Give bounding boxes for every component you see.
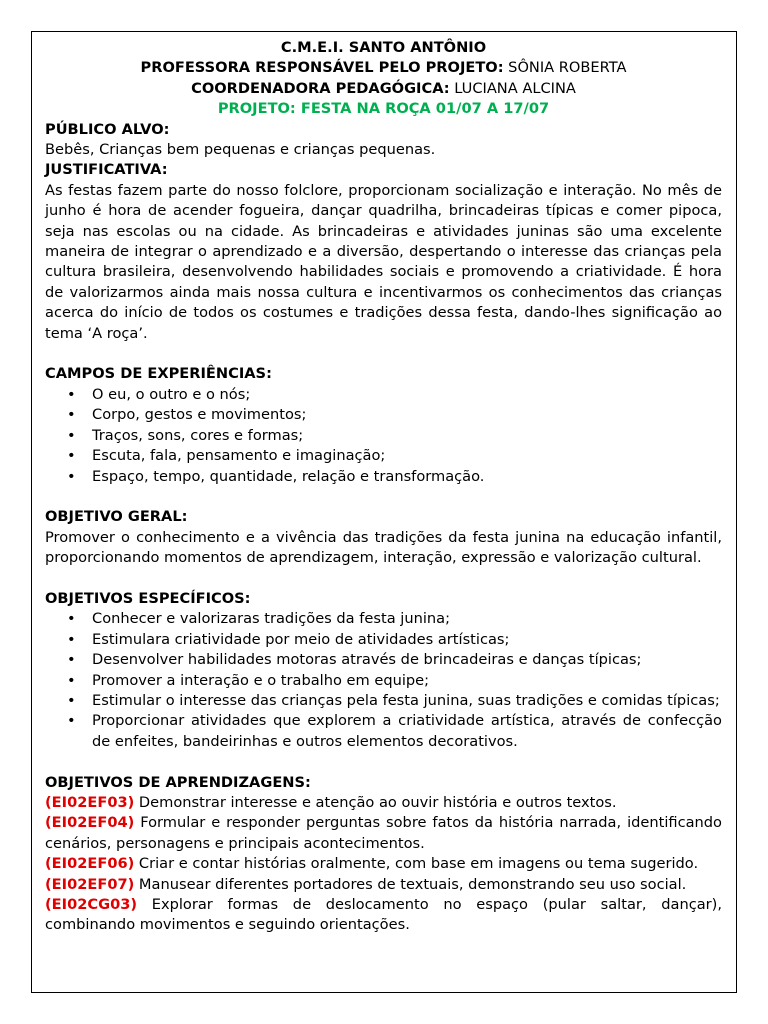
list-item-text: Espaço, tempo, quantidade, relação e transformação. <box>92 467 485 485</box>
aprendizagem-text: Manusear diferentes portadores de textuais, demonstrando seu uso social. <box>134 875 687 893</box>
coordinator-line <box>45 79 722 99</box>
bullet-icon: • <box>67 712 76 730</box>
bullet-icon: • <box>67 651 76 669</box>
bncc-code: (EI02CG03) <box>45 896 138 913</box>
bullet-icon: • <box>67 426 76 444</box>
objetivo-geral-heading: OBJETIVO GERAL: <box>45 508 188 526</box>
aprendizagens-heading: OBJETIVOS DE APRENDIZAGENS: <box>45 773 311 791</box>
list-item-text: Conhecer e valorizaras tradições da festa junina; <box>92 610 451 628</box>
campos-list <box>45 385 722 487</box>
aprendizagem-item <box>45 793 722 813</box>
aprendizagem-item <box>45 813 722 854</box>
list-item <box>45 385 722 405</box>
aprendizagem-text: Formular e responder perguntas sobre fatos da história narrada, identificando cenários, personagens e principais acontecimentos. <box>45 814 722 852</box>
teacher-line <box>45 58 722 78</box>
list-item-text: Estimulara criatividade por meio de atividades artísticas; <box>92 630 510 648</box>
bullet-icon: • <box>67 447 76 465</box>
list-item <box>45 671 722 691</box>
list-item <box>45 609 722 629</box>
publico-heading: PÚBLICO ALVO: <box>45 120 170 138</box>
aprendizagem-text: Demonstrar interesse e atenção ao ouvir história e outros textos. <box>134 793 617 811</box>
bncc-code: (EI02EF04) <box>45 814 135 832</box>
list-item <box>45 405 722 425</box>
teacher-name: SÔNIA ROBERTA <box>503 59 627 77</box>
spacer <box>45 487 722 507</box>
aprendizagem-text: Explorar formas de deslocamento no espaço (pular saltar, dançar), combinando movimentos e seguindo orientações. <box>45 896 722 934</box>
bullet-icon: • <box>67 630 76 648</box>
aprendizagem-item <box>45 875 722 895</box>
bncc-code: (EI02EF06) <box>45 855 135 873</box>
spacer <box>45 752 722 772</box>
bncc-code: (EI02EF07) <box>45 875 135 893</box>
list-item-text: Promover a interação e o trabalho em equipe; <box>92 671 430 689</box>
list-item <box>45 630 722 650</box>
project-title: PROJETO: FESTA NA ROÇA 01/07 A 17/07 <box>217 100 550 118</box>
list-item <box>45 426 722 446</box>
spacer <box>45 344 722 364</box>
list-item-text: Traços, sons, cores e formas; <box>92 426 304 444</box>
bullet-icon: • <box>67 671 76 689</box>
teacher-label: PROFESSORA RESPONSÁVEL PELO PROJETO: <box>140 59 504 77</box>
list-item <box>45 711 722 752</box>
campos-heading: CAMPOS DE EXPERIÊNCIAS: <box>45 365 272 383</box>
document-body <box>45 38 722 936</box>
objetivos-especificos-list <box>45 609 722 752</box>
bullet-icon: • <box>67 691 76 709</box>
aprendizagem-item <box>45 854 722 874</box>
list-item-text: Estimular o interesse das crianças pela festa junina, suas tradições e comidas típicas; <box>92 691 720 709</box>
list-item-text: Escuta, fala, pensamento e imaginação; <box>92 447 386 465</box>
list-item-text: O eu, o outro e o nós; <box>92 385 251 403</box>
list-item-text: Desenvolver habilidades motoras através de brincadeiras e danças típicas; <box>92 651 642 669</box>
list-item <box>45 650 722 670</box>
coordinator-name: LUCIANA ALCINA <box>449 79 576 97</box>
aprendizagem-item <box>45 895 722 936</box>
publico-text: Bebês, Crianças bem pequenas e crianças pequenas. <box>45 141 436 159</box>
justificativa-heading: JUSTIFICATIVA: <box>45 161 168 179</box>
list-item <box>45 446 722 466</box>
bullet-icon: • <box>67 385 76 403</box>
coordinator-label: COORDENADORA PEDAGÓGICA: <box>191 79 450 97</box>
objetivos-especificos-heading: OBJETIVOS ESPECÍFICOS: <box>45 589 251 607</box>
bullet-icon: • <box>67 406 76 424</box>
spacer <box>45 569 722 589</box>
bullet-icon: • <box>67 467 76 485</box>
list-item-text: Proporcionar atividades que explorem a criatividade artística, através de confecção de enfeites, bandeirinhas e outros elementos decorativos. <box>92 712 722 750</box>
objetivo-geral-text: Promover o conhecimento e a vivência das tradições da festa junina na educação infantil, proporcionando momentos de aprendizagem, interação, expressão e valorização cultural. <box>45 528 722 567</box>
bncc-code: (EI02EF03) <box>45 793 135 811</box>
bullet-icon: • <box>67 610 76 628</box>
list-item <box>45 467 722 487</box>
list-item-text: Corpo, gestos e movimentos; <box>92 406 307 424</box>
list-item <box>45 691 722 711</box>
justificativa-text: As festas fazem parte do nosso folclore, proporcionam socialização e interação. No mês de junho é hora de acender fogueira, dançar quadrilha, brincadeiras típicas e comer pipoca, seja nas escolas ou na cidade. As brincadeiras e atividades juninas são uma excelente maneira de integrar o aprendizado e a diversão, despertando o interesse das crianças pela cultura brasileira, desenvolvendo habilidades sociais e promovendo a criatividade. É hora de valorizarmos ainda mais nossa cultura e incentivarmos os conhecimentos das crianças acerca do início de todos os costumes e tradições dessa festa, dando-lhes significação ao tema ‘A roça’. <box>45 181 722 342</box>
aprendizagem-text: Criar e contar histórias oralmente, com base em imagens ou tema sugerido. <box>134 855 699 873</box>
school-name: C.M.E.I. SANTO ANTÔNIO <box>280 39 487 56</box>
